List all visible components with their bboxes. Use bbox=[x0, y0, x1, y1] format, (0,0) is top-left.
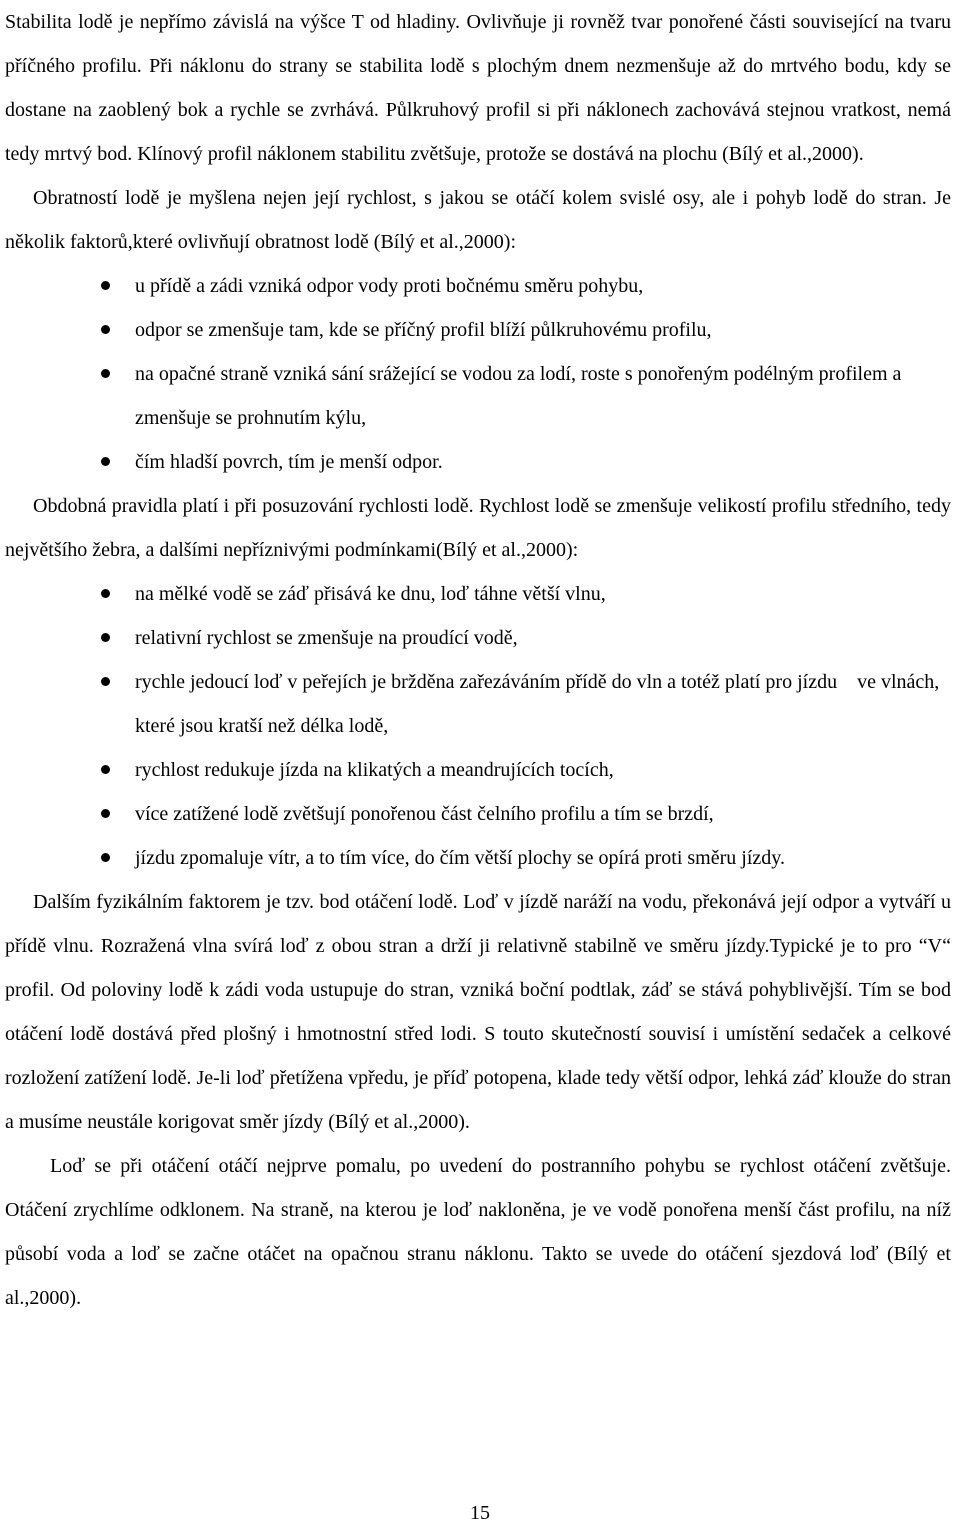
list-item bbox=[5, 616, 951, 660]
bullet-icon bbox=[101, 633, 110, 642]
list-item bbox=[5, 352, 951, 440]
body-text bbox=[5, 0, 951, 1320]
list-item-text: více zatížené lodě zvětšují ponořenou část čelního profilu a tím se brzdí, bbox=[135, 803, 714, 825]
list-item-text: na opačné straně vzniká sání srážející se vodou za lodí, roste s ponořeným podélným profilem a zmenšuje se prohnutím kýlu, bbox=[135, 363, 902, 429]
paragraph-turning-speed: Loď se při otáčení otáčí nejprve pomalu, po uvedení do postranního pohybu se rychlost otáčení zvětšuje. Otáčení zrychlíme odklonem. Na straně, na kterou je loď nakloněna, je ve vodě ponořena menší část profilu, na níž působí voda a loď se začne otáčet na opačnou stranu náklonu. Takto se uvede do otáčení sjezdová loď (Bílý et al.,2000). bbox=[5, 1155, 951, 1309]
page-number: 15 bbox=[470, 1502, 490, 1524]
bullet-icon bbox=[101, 765, 110, 774]
bullet-icon bbox=[101, 589, 110, 598]
paragraph-speed: Obdobná pravidla platí i při posuzování rychlosti lodě. Rychlost lodě se zmenšuje velikostí profilu středního, tedy největšího žebra, a dalšími nepříznivými podmínkami(Bílý et al.,2000): bbox=[5, 495, 951, 561]
list-item-text: jízdu zpomaluje vítr, a to tím více, do čím větší plochy se opírá proti směru jízdy. bbox=[135, 847, 785, 869]
paragraph-stability: Stabilita lodě je nepřímo závislá na výšce T od hladiny. Ovlivňuje ji rovněž tvar ponořené části související na tvaru příčného profilu. Při náklonu do strany se stabilita lodě s plochým dnem nezmenšuje až do mrtvého bodu, kdy se dostane na zaoblený bok a rychle se zvrhává. Půlkruhový profil si při náklonech zachovává stejnou vratkost, nemá tedy mrtvý bod. Klínový profil náklonem stabilitu zvětšuje, protože se dostává na plochu (Bílý et al.,2000). bbox=[5, 11, 951, 165]
bullet-icon bbox=[101, 325, 110, 334]
list-item-text: čím hladší povrch, tím je menší odpor. bbox=[135, 451, 443, 473]
bullet-icon bbox=[101, 457, 110, 466]
bullet-icon bbox=[101, 281, 110, 290]
speed-factors-list bbox=[5, 572, 951, 880]
bullet-icon bbox=[101, 369, 110, 378]
list-item bbox=[5, 660, 951, 748]
list-item-text: rychle jedoucí loď v peřejích je bržděna zařezáváním přídě do vln a totéž platí pro jízdu ve vlnách, které jsou kratší než délka lodě, bbox=[135, 671, 945, 737]
list-item bbox=[5, 308, 951, 352]
list-item bbox=[5, 792, 951, 836]
list-item bbox=[5, 572, 951, 616]
list-item-text: na mělké vodě se záď přisává ke dnu, loď táhne větší vlnu, bbox=[135, 583, 606, 605]
bullet-icon bbox=[101, 853, 110, 862]
list-item-text: odpor se zmenšuje tam, kde se příčný profil blíží půlkruhovému profilu, bbox=[135, 319, 712, 341]
list-item bbox=[5, 264, 951, 308]
bullet-icon bbox=[101, 809, 110, 818]
list-item bbox=[5, 748, 951, 792]
bullet-icon bbox=[101, 677, 110, 686]
paragraph-maneuverability: Obratností lodě je myšlena nejen její rychlost, s jakou se otáčí kolem svislé osy, ale i pohyb lodě do stran. Je několik faktorů,které ovlivňují obratnost lodě (Bílý et al.,2000): bbox=[5, 187, 951, 253]
maneuverability-factors-list bbox=[5, 264, 951, 484]
list-item-text: u přídě a zádi vzniká odpor vody proti bočnému směru pohybu, bbox=[135, 275, 644, 297]
list-item-text: relativní rychlost se zmenšuje na proudící vodě, bbox=[135, 627, 518, 649]
list-item bbox=[5, 836, 951, 880]
list-item-text: rychlost redukuje jízda na klikatých a meandrujících tocích, bbox=[135, 759, 614, 781]
paragraph-turning-point: Dalším fyzikálním faktorem je tzv. bod otáčení lodě. Loď v jízdě naráží na vodu, překonává její odpor a vytváří u přídě vlnu. Rozražená vlna svírá loď z obou stran a drží ji relativně stabilně ve směru jízdy.Typické je to pro “V“ profil. Od poloviny lodě k zádi voda ustupuje do stran, vzniká boční podtlak, záď se stává pohyblivější. Tím se bod otáčení lodě dostává před plošný i hmotnostní střed lodi. S touto skutečností souvisí i umístění sedaček a celkové rozložení zatížení lodě. Je-li loď přetížena vpředu, je příď potopena, klade tedy větší odpor, lehká záď klouže do stran a musíme neustále korigovat směr jízdy (Bílý et al.,2000). bbox=[5, 891, 951, 1133]
list-item bbox=[5, 440, 951, 484]
